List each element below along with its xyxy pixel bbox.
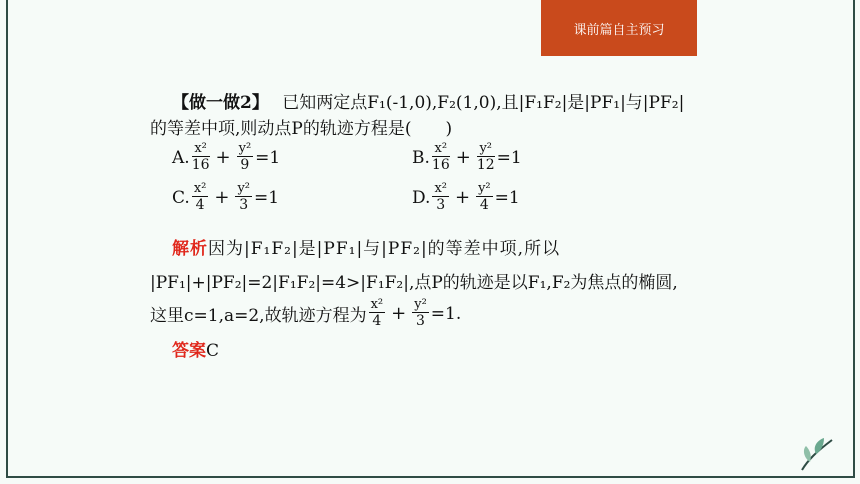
denominator: 4	[479, 197, 489, 213]
plus-sign: +	[454, 187, 471, 208]
solution-text-3: 这里c=1,a=2,故轨迹方程为	[150, 306, 367, 326]
equation-rhs: =1	[496, 147, 522, 168]
equation-rhs: =1	[494, 187, 520, 208]
numerator: x²	[434, 141, 448, 156]
equation-rhs: =1	[254, 187, 280, 208]
solution-line-1	[172, 234, 560, 259]
numerator: y²	[479, 141, 493, 156]
problem-tag: 【做一做2】	[172, 93, 269, 113]
fraction	[432, 182, 449, 213]
option-label: A.	[172, 147, 190, 168]
plus-sign: +	[215, 147, 231, 168]
solution-line-2: |PF₁|+|PF₂|=2|F₁F₂|=4>|F₁F₂|,点P的轨迹是以F₁,F₂为焦点的椭圆,	[150, 273, 678, 293]
option-d	[412, 182, 520, 213]
numerator: y²	[414, 297, 427, 312]
answer-label: 答案	[172, 341, 206, 361]
answer-value: C	[206, 341, 220, 361]
solution-text-1: 因为|F₁F₂|是|PF₁|与|PF₂|的等差中项,所以	[208, 239, 561, 259]
denominator: 3	[239, 197, 249, 213]
problem-line-1	[172, 88, 684, 113]
fraction	[412, 298, 429, 329]
solution-label: 解析	[172, 239, 208, 259]
denominator: 4	[195, 197, 205, 213]
fraction	[476, 182, 493, 213]
denominator: 12	[476, 157, 495, 173]
plus-sign: +	[391, 303, 407, 324]
numerator: y²	[478, 181, 491, 196]
denominator: 9	[240, 157, 250, 173]
option-label: B.	[412, 147, 430, 168]
numerator: x²	[193, 181, 207, 196]
denominator: 16	[191, 157, 210, 173]
numerator: y²	[237, 181, 251, 196]
numerator: y²	[238, 141, 252, 156]
option-b	[412, 142, 522, 173]
numerator: x²	[194, 141, 207, 156]
equation-rhs: =1.	[430, 303, 462, 324]
leaf-icon	[798, 434, 838, 474]
fraction	[192, 182, 209, 213]
numerator: x²	[370, 297, 384, 312]
denominator: 16	[431, 157, 450, 173]
option-c	[172, 182, 279, 213]
denominator: 3	[436, 197, 446, 213]
fraction	[369, 298, 386, 329]
fraction	[192, 142, 210, 173]
option-label: D.	[412, 187, 431, 208]
fraction	[237, 142, 254, 173]
denominator: 3	[416, 313, 425, 329]
equation-rhs: =1	[255, 147, 281, 168]
problem-line-2: 的等差中项,则动点P的轨迹方程是( )	[150, 119, 453, 139]
fraction	[235, 182, 252, 213]
solution-line-3	[150, 298, 461, 329]
fraction	[432, 142, 450, 173]
denominator: 4	[372, 313, 382, 329]
answer-line	[172, 336, 219, 361]
plus-sign: +	[214, 187, 230, 208]
fraction	[477, 142, 495, 173]
plus-sign: +	[455, 147, 471, 168]
option-a	[172, 142, 280, 173]
section-tab: 课前篇自主预习	[541, 0, 697, 56]
numerator: x²	[434, 181, 447, 196]
option-label: C.	[172, 187, 190, 208]
problem-text-1: 已知两定点F₁(-1,0),F₂(1,0),且|F₁F₂|是|PF₁|与|PF₂|	[282, 93, 685, 113]
